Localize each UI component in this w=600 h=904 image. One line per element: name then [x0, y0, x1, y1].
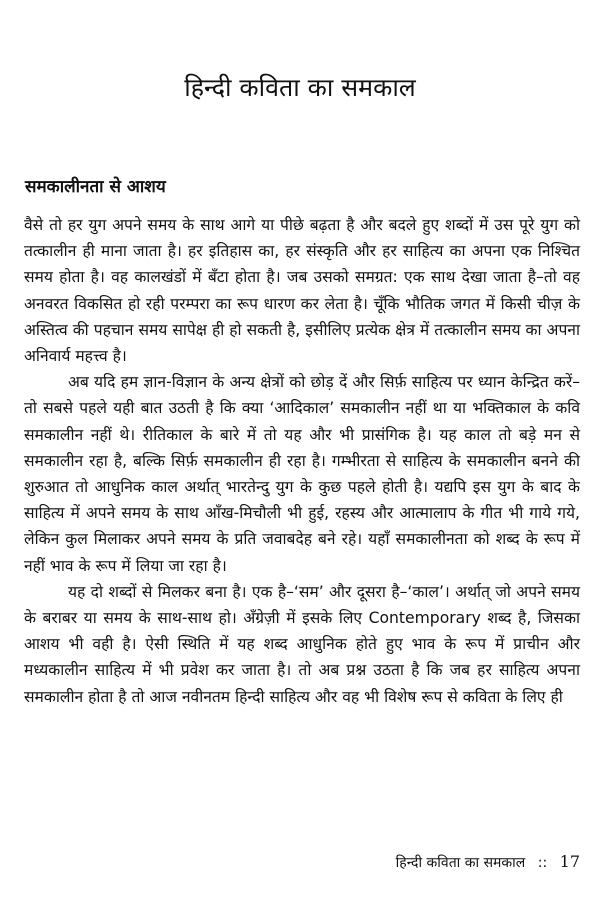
paragraph-3: यह दो शब्दों से मिलकर बना है। एक है–‘सम’ और दूसरा है–‘काल’। अर्थात् जो अपने समय के बराबर या समय के साथ-साथ हो। अँग्रेज़ी में इसके लिए Contemporary शब्द है, जिसका आशय भी वही है। ऐसी स्थिति में यह शब्द आधुनिक होते हुए भाव के रूप में प्राचीन और मध्यकालीन साहित्य में भी प्रवेश कर जाता है। तो अब प्रश्न उठता है कि जब हर साहित्य अपना समकालीन होता है तो आज नवीनतम हिन्दी साहित्य और वह भी विशेष रूप से कविता के लिए ही — [24, 582, 580, 706]
section-heading: समकालीनता से आशय — [25, 177, 166, 197]
page-number: 17 — [559, 852, 580, 871]
paragraph-1: वैसे तो हर युग अपने समय के साथ आगे या पीछे बढ़ता है और बदले हुए शब्दों में उस पूरे युग को तत्कालीन ही माना जाता है। हर इतिहास का, हर संस्कृति और हर साहित्य का अपना एक निश्चित समय होता है। वह कालखंडों में बँटा होता है। जब उसको समग्रत: एक साथ देखा जाता है–तो वह अनवरत विकसित हो रही परम्परा का रूप धारण कर लेता है। चूँकि भौतिक जगत में किसी चीज़ के अस्तित्व की पहचान समय सापेक्ष ही हो सकती है, इसीलिए प्रत्येक क्षेत्र में तत्कालीन समय का अपना अनिवार्य महत्त्व है। — [24, 216, 580, 366]
paragraph-2: अब यदि हम ज्ञान-विज्ञान के अन्य क्षेत्रों को छोड़ दें और सिर्फ़ साहित्य पर ध्यान केन्द्रित करें–तो सबसे पहले यही बात उठती है कि क्या ‘आदिकाल’ समकालीन नहीं था या भक्तिकाल के कवि समकालीन नहीं थे। रीतिकाल के बारे में तो यह और भी प्रासंगिक है। यह काल तो बड़े मन से समकालीन रहा है, बल्कि सिर्फ़ समकालीन ही रहा है। गम्भीरता से साहित्य के समकालीन बनने की शुरुआत तो आधुनिक काल अर्थात् भारतेन्दु युग के कुछ पहले होती है। यद्यपि इस युग के बाद के साहित्य में अपने समय के साथ आँख-मिचौली भी हुई, रहस्य और आत्मालाप के गीत भी गाये गये, लेकिन कुल मिलाकर अपने समय के प्रति जवाबदेह बने रहे। यहाँ समकालीनता को शब्द के रूप में नहीं भाव के रूप में लिया जा रहा है। — [24, 373, 580, 575]
footer-separator: :: — [537, 855, 548, 871]
running-title: हिन्दी कविता का समकाल — [395, 855, 526, 871]
body-text — [24, 212, 580, 710]
page-footer — [396, 852, 580, 872]
chapter-title: हिन्दी कविता का समकाल — [184, 73, 416, 102]
